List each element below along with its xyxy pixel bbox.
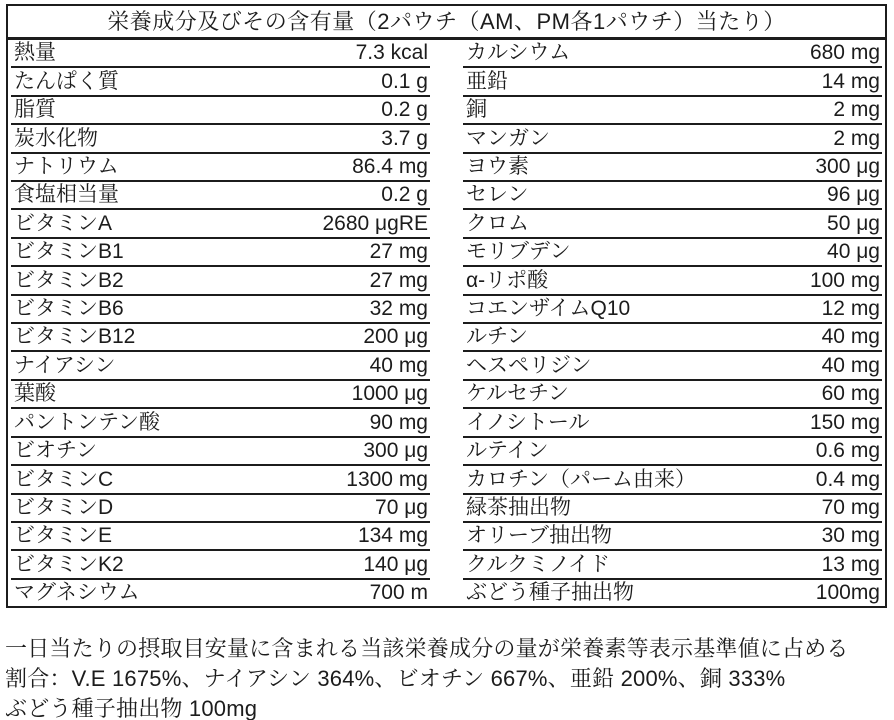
- nutrient-value: 27 mg: [369, 268, 428, 292]
- table-row: [463, 551, 882, 579]
- nutrient-name: ビタミンE: [14, 524, 113, 548]
- nutrient-value: 100mg: [815, 581, 880, 605]
- table-row: [463, 239, 882, 267]
- table-row: [463, 125, 882, 153]
- nutrient-value: 1300 mg: [346, 467, 428, 491]
- nutrient-value: 40 mg: [821, 325, 880, 349]
- nutrient-name: イノシトール: [466, 410, 590, 434]
- table-columns: [8, 40, 885, 606]
- table-row: [463, 40, 882, 68]
- table-row: [11, 210, 430, 238]
- footnote: [5, 634, 889, 720]
- nutrient-value: 40 mg: [821, 353, 880, 377]
- nutrient-name: ビタミンB6: [14, 297, 124, 321]
- nutrient-value: 0.1 g: [381, 69, 428, 93]
- nutrient-name: ビタミンC: [14, 467, 114, 491]
- nutrient-name: ケルセチン: [466, 382, 569, 406]
- footnote-line-3: ぶどう種子抽出物 100mg: [5, 696, 258, 720]
- nutrient-name: マンガン: [466, 126, 550, 150]
- table-row: [11, 438, 430, 466]
- nutrient-value: 0.6 mg: [815, 439, 880, 463]
- nutrient-name: 緑茶抽出物: [466, 495, 571, 519]
- nutrient-value: 680 mg: [809, 41, 880, 65]
- table-row: [463, 523, 882, 551]
- nutrient-value: 3.7 g: [381, 126, 428, 150]
- table-row: [11, 551, 430, 579]
- table-row: [463, 438, 882, 466]
- nutrient-value: 0.2 g: [381, 183, 428, 207]
- table-row: [11, 239, 430, 267]
- nutrient-value: 0.4 mg: [815, 467, 880, 491]
- nutrient-name: α-リポ酸: [466, 268, 549, 292]
- table-row: [11, 97, 430, 125]
- nutrient-value: 86.4 mg: [352, 155, 428, 179]
- nutrient-name: マグネシウム: [14, 581, 140, 605]
- table-row: [11, 352, 430, 380]
- nutrient-name: ナトリウム: [14, 155, 119, 179]
- nutrient-value: 90 mg: [369, 410, 428, 434]
- footnote-line-2: 割合：V.E 1675%、ナイアシン 364%、ビオチン 667%、亜鉛 200%、銅 333%: [5, 666, 786, 691]
- table-row: [463, 324, 882, 352]
- nutrient-name: モリブデン: [466, 240, 571, 264]
- table-row: [463, 210, 882, 238]
- nutrient-name: たんぱく質: [14, 69, 119, 93]
- nutrient-value: 150 mg: [809, 410, 880, 434]
- table-row: [463, 409, 882, 437]
- table-row: [463, 182, 882, 210]
- table-row: [11, 495, 430, 523]
- nutrient-name: ぶどう種子抽出物: [466, 581, 634, 605]
- nutrient-value: 0.2 g: [381, 98, 428, 122]
- nutrient-value: 96 μg: [827, 183, 880, 207]
- nutrient-name: 熱量: [14, 41, 56, 65]
- table-row: [463, 296, 882, 324]
- nutrient-name: ビタミンD: [14, 495, 114, 519]
- nutrient-value: 2680 μgRE: [322, 211, 428, 235]
- nutrient-name: ルテイン: [466, 439, 549, 463]
- table-row: [463, 495, 882, 523]
- nutrition-table: [6, 4, 887, 608]
- nutrient-value: 40 mg: [369, 353, 428, 377]
- nutrient-name: ビタミンB2: [14, 268, 124, 292]
- nutrient-value: 200 μg: [363, 325, 428, 349]
- table-row: [11, 40, 430, 68]
- nutrient-value: 300 μg: [815, 155, 880, 179]
- table-row: [463, 352, 882, 380]
- nutrient-name: セレン: [466, 183, 529, 207]
- nutrient-value: 700 m: [369, 581, 428, 605]
- table-row: [11, 523, 430, 551]
- nutrient-value: 100 mg: [809, 268, 880, 292]
- nutrient-name: ビオチン: [14, 439, 97, 463]
- table-row: [11, 580, 430, 606]
- nutrient-name: ヨウ素: [466, 155, 529, 179]
- table-row: [463, 68, 882, 96]
- table-row: [463, 580, 882, 606]
- nutrient-value: 60 mg: [821, 382, 880, 406]
- table-row: [11, 324, 430, 352]
- table-row: [11, 154, 430, 182]
- nutrient-name: クロム: [466, 211, 529, 235]
- nutrient-name: 亜鉛: [466, 69, 508, 93]
- table-row: [11, 267, 430, 295]
- nutrient-name: ナイアシン: [14, 353, 116, 377]
- nutrient-name: ビタミンA: [14, 211, 113, 235]
- nutrient-value: 32 mg: [369, 297, 428, 321]
- nutrient-name: オリーブ抽出物: [466, 524, 612, 548]
- table-row: [463, 466, 882, 494]
- nutrient-value: 2 mg: [833, 126, 880, 150]
- footnote-line-1: 一日当たりの摂取目安量に含まれる当該栄養成分の量が栄養素等表示基準値に占める: [5, 636, 849, 661]
- nutrient-value: 27 mg: [369, 240, 428, 264]
- nutrient-value: 7.3 kcal: [355, 41, 428, 65]
- table-row: [11, 381, 430, 409]
- table-row: [463, 97, 882, 125]
- table-row: [11, 182, 430, 210]
- nutrient-name: 脂質: [14, 98, 56, 122]
- nutrient-name: クルクミノイド: [466, 552, 611, 576]
- nutrient-name: パントンテン酸: [14, 410, 160, 434]
- nutrient-value: 70 μg: [375, 495, 428, 519]
- nutrient-value: 50 μg: [827, 211, 880, 235]
- table-row: [11, 409, 430, 437]
- nutrient-name: ルチン: [466, 325, 528, 349]
- nutrient-name: カロチン（パーム由来）: [466, 467, 696, 491]
- nutrient-name: ヘスペリジン: [466, 353, 592, 377]
- table-row: [463, 154, 882, 182]
- nutrition-column-right: [463, 40, 882, 606]
- nutrient-name: カルシウム: [466, 41, 571, 65]
- table-row: [11, 296, 430, 324]
- nutrient-name: ビタミンB12: [14, 325, 136, 349]
- nutrient-value: 40 μg: [827, 240, 880, 264]
- nutrient-name: 食塩相当量: [14, 183, 119, 207]
- nutrient-name: 銅: [466, 98, 487, 122]
- table-row: [11, 125, 430, 153]
- nutrient-name: ビタミンK2: [14, 552, 124, 576]
- table-row: [11, 68, 430, 96]
- table-title: 栄養成分及びその含有量（2パウチ（AM、PM各1パウチ）当たり）: [8, 6, 885, 40]
- nutrient-value: 2 mg: [833, 98, 880, 122]
- nutrition-column-left: [11, 40, 430, 606]
- nutrient-name: 炭水化物: [14, 126, 98, 150]
- table-row: [463, 267, 882, 295]
- nutrient-name: 葉酸: [14, 382, 56, 406]
- nutrient-value: 30 mg: [821, 524, 880, 548]
- nutrient-name: ビタミンB1: [14, 240, 124, 264]
- nutrient-value: 70 mg: [821, 495, 880, 519]
- table-row: [463, 381, 882, 409]
- nutrient-value: 14 mg: [821, 69, 880, 93]
- nutrient-name: コエンザイムQ10: [466, 297, 631, 321]
- nutrient-value: 300 μg: [363, 439, 428, 463]
- nutrient-value: 134 mg: [357, 524, 428, 548]
- nutrient-value: 13 mg: [821, 552, 880, 576]
- nutrient-value: 140 μg: [363, 552, 428, 576]
- nutrient-value: 1000 μg: [351, 382, 428, 406]
- nutrient-value: 12 mg: [821, 297, 880, 321]
- table-row: [11, 466, 430, 494]
